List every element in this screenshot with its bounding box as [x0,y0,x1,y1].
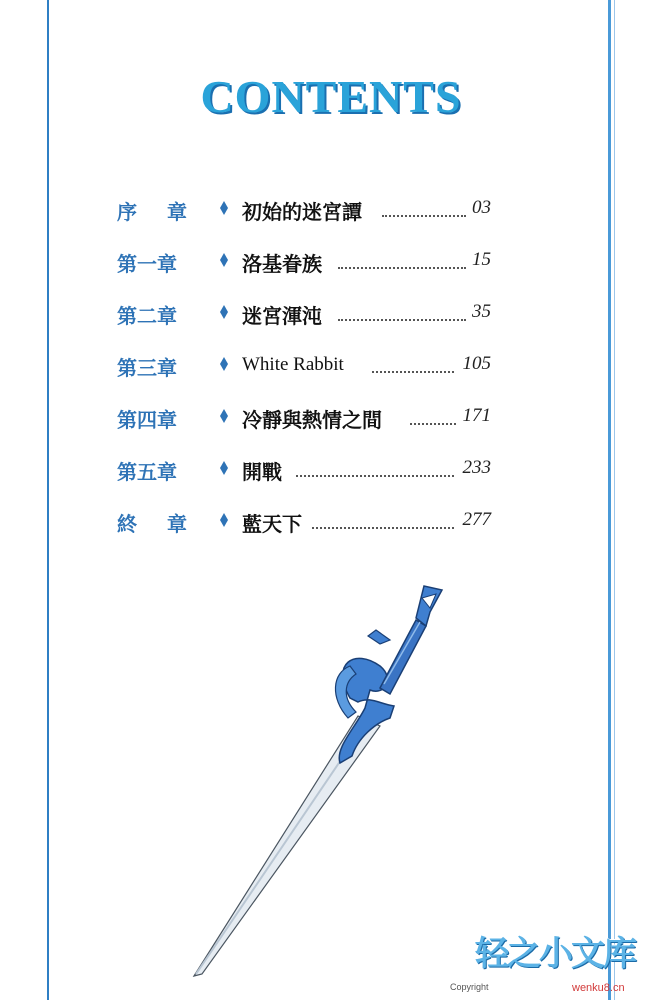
watermark-logo: 轻之小文库 [475,934,635,974]
chapter-title: 洛基眷族 [242,252,322,276]
toc-row[interactable] [0,452,662,488]
watermark-url: wenku8.cn [572,982,625,994]
page-number: 03 [472,197,491,218]
page-title: CONTENTS [200,71,462,122]
chapter-title: 開戰 [242,460,282,484]
diamond-icon [220,513,228,527]
chapter-label: 序 章 [117,200,187,224]
right-border-line-thin [614,0,615,1000]
diamond-icon [220,201,228,215]
chapter-title: 初始的迷宮譚 [242,200,362,224]
leader-dots [296,473,454,477]
chapter-label: 第四章 [117,408,177,432]
toc-row[interactable] [0,400,662,436]
toc-row[interactable] [0,296,662,332]
page-number: 15 [472,249,491,270]
page-number: 277 [462,509,491,530]
right-border-line [608,0,611,1000]
page-number: 105 [462,353,491,374]
toc-row[interactable] [0,192,662,228]
left-border-line [47,0,49,1000]
chapter-title: 迷宮渾沌 [242,304,322,328]
toc-row[interactable] [0,244,662,280]
diamond-icon [220,357,228,371]
leader-dots [312,525,454,529]
chapter-label: 第三章 [117,356,177,380]
chapter-label: 第一章 [117,252,177,276]
chapter-label: 第五章 [117,460,177,484]
chapter-title: 冷靜與熱情之間 [242,408,382,432]
chapter-label: 終 章 [117,512,187,536]
page-number: 171 [462,405,491,426]
page-number: 35 [472,301,491,322]
diamond-icon [220,461,228,475]
diamond-icon [220,305,228,319]
diamond-icon [220,253,228,267]
page-number: 233 [462,457,491,478]
chapter-title: 藍天下 [242,512,302,536]
toc-row[interactable] [0,504,662,540]
chapter-label: 第二章 [117,304,177,328]
chapter-title: White Rabbit [242,354,344,375]
diamond-icon [220,409,228,423]
toc-row[interactable] [0,348,662,384]
copyright-text: Copyright [450,982,489,992]
sword-illustration [180,578,450,978]
